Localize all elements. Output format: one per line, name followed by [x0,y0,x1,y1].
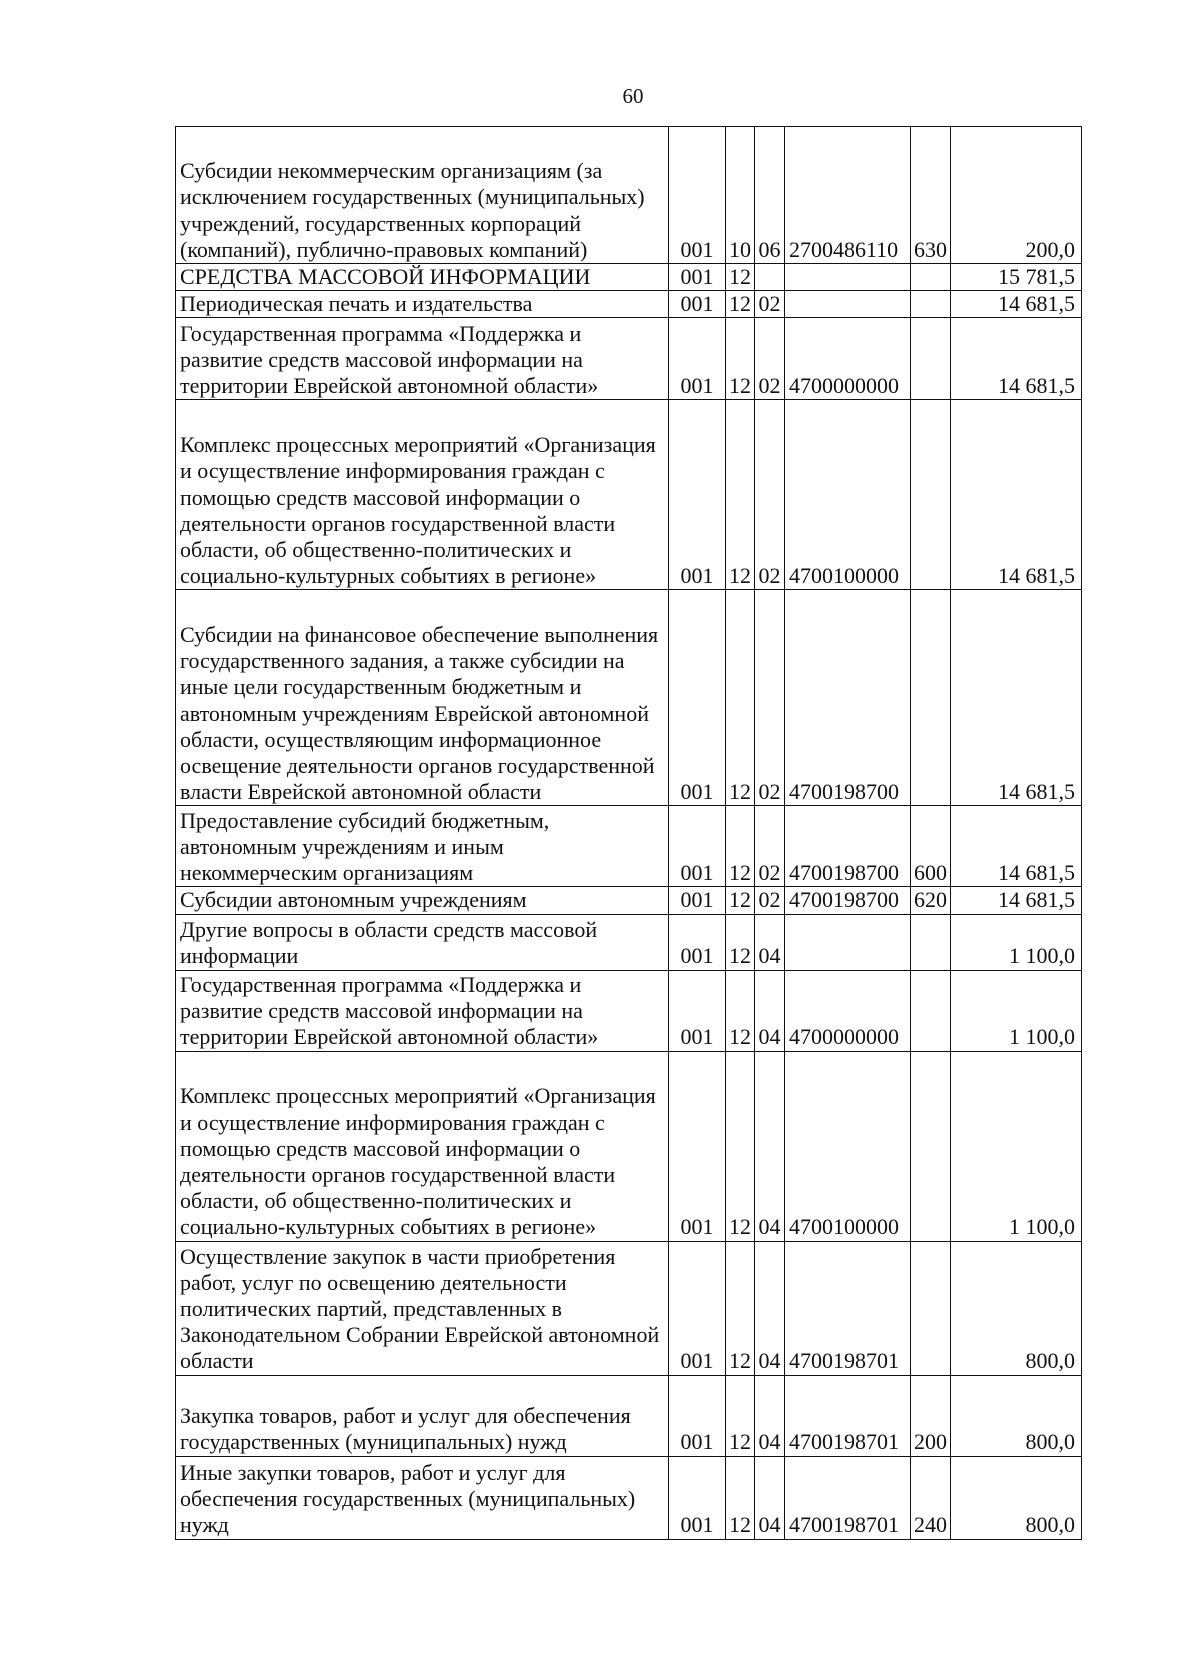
table-row [176,887,1082,914]
cell-target-article: 4700100000 [785,400,911,590]
cell-subsection: 04 [755,1241,785,1375]
cell-section: 12 [726,806,755,887]
cell-expense-type: 630 [911,127,951,264]
cell-subsection: 04 [755,1051,785,1241]
cell-amount: 14 681,5 [951,806,1082,887]
cell-section: 12 [726,887,755,914]
cell-expense-type: 600 [911,806,951,887]
cell-amount: 200,0 [951,127,1082,264]
cell-amount: 1 100,0 [951,914,1082,970]
cell-section: 12 [726,291,755,318]
table-row [176,914,1082,970]
cell-amount: 800,0 [951,1241,1082,1375]
cell-grbs: 001 [669,400,726,590]
cell-section: 12 [726,914,755,970]
cell-section: 12 [726,1051,755,1241]
cell-grbs: 001 [669,887,726,914]
cell-expense-type [911,1051,951,1241]
cell-amount: 14 681,5 [951,887,1082,914]
cell-target-article [785,914,911,970]
cell-expense-type [911,291,951,318]
cell-subsection: 04 [755,1456,785,1539]
cell-expense-type: 200 [911,1375,951,1456]
cell-target-article: 4700198701 [785,1456,911,1539]
row-name: Субсидии автономным учреждениям [176,887,669,914]
cell-target-article: 4700198701 [785,1241,911,1375]
cell-grbs: 001 [669,806,726,887]
row-name: Субсидии на финансовое обеспечение выполнения государственного задания, а также субсидии на иные цели государственным бюджетным и автономным учреждениям Еврейской автономной области, осуществляющим информационное освещение деятельности органов государственной власти Еврейской автономной области [176,590,669,806]
table-row [176,1375,1082,1456]
row-name: Периодическая печать и издательства [176,291,669,318]
cell-target-article: 4700198700 [785,887,911,914]
cell-amount: 14 681,5 [951,318,1082,400]
table-row [176,1456,1082,1539]
cell-grbs: 001 [669,264,726,291]
row-name: Предоставление субсидий бюджетным, автономным учреждениям и иным некоммерческим организациям [176,806,669,887]
cell-target-article: 4700198700 [785,590,911,806]
cell-section: 12 [726,590,755,806]
cell-expense-type: 620 [911,887,951,914]
row-name: Субсидии некоммерческим организациям (за исключением государственных (муниципальных) учреждений, государственных корпораций (компаний), публично-правовых компаний) [176,127,669,264]
cell-grbs: 001 [669,1375,726,1456]
cell-section: 12 [726,400,755,590]
cell-target-article: 4700000000 [785,318,911,400]
cell-expense-type [911,400,951,590]
cell-grbs: 001 [669,318,726,400]
cell-grbs: 001 [669,914,726,970]
table-row [176,590,1082,806]
cell-expense-type [911,1241,951,1375]
cell-grbs: 001 [669,970,726,1051]
table-row [176,318,1082,400]
cell-expense-type [911,264,951,291]
cell-subsection [755,264,785,291]
cell-target-article: 4700198700 [785,806,911,887]
cell-section: 12 [726,970,755,1051]
cell-grbs: 001 [669,291,726,318]
cell-section: 12 [726,1375,755,1456]
row-name: Государственная программа «Поддержка и развитие средств массовой информации на территории Еврейской автономной области» [176,970,669,1051]
cell-section: 12 [726,264,755,291]
cell-section: 10 [726,127,755,264]
table-row [176,127,1082,264]
cell-expense-type [911,914,951,970]
row-name: Закупка товаров, работ и услуг для обеспечения государственных (муниципальных) нужд [176,1375,669,1456]
row-name: Другие вопросы в области средств массовой информации [176,914,669,970]
cell-expense-type [911,970,951,1051]
cell-target-article: 4700198701 [785,1375,911,1456]
cell-target-article [785,264,911,291]
cell-expense-type [911,590,951,806]
cell-subsection: 02 [755,400,785,590]
cell-subsection: 02 [755,291,785,318]
cell-subsection: 02 [755,590,785,806]
cell-amount: 1 100,0 [951,1051,1082,1241]
cell-grbs: 001 [669,590,726,806]
cell-subsection: 02 [755,318,785,400]
cell-expense-type: 240 [911,1456,951,1539]
page-number: 60 [622,84,644,108]
cell-amount: 15 781,5 [951,264,1082,291]
cell-subsection: 02 [755,806,785,887]
cell-section: 12 [726,1456,755,1539]
table-row [176,264,1082,291]
cell-section: 12 [726,318,755,400]
cell-grbs: 001 [669,1241,726,1375]
cell-target-article: 2700486110 [785,127,911,264]
cell-amount: 800,0 [951,1375,1082,1456]
cell-amount: 1 100,0 [951,970,1082,1051]
table-row [176,291,1082,318]
table-row [176,806,1082,887]
cell-subsection: 04 [755,1375,785,1456]
cell-amount: 14 681,5 [951,590,1082,806]
table-row [176,1241,1082,1375]
cell-subsection: 02 [755,887,785,914]
cell-grbs: 001 [669,1051,726,1241]
cell-subsection: 04 [755,970,785,1051]
cell-grbs: 001 [669,1456,726,1539]
cell-amount: 14 681,5 [951,291,1082,318]
budget-table [175,126,1082,1540]
cell-target-article: 4700100000 [785,1051,911,1241]
cell-target-article [785,291,911,318]
row-name: Государственная программа «Поддержка и развитие средств массовой информации на территории Еврейской автономной области» [176,318,669,400]
table-row [176,400,1082,590]
row-name: Иные закупки товаров, работ и услуг для обеспечения государственных (муниципальных) нужд [176,1456,669,1539]
row-name: Комплекс процессных мероприятий «Организация и осуществление информирования граждан с помощью средств массовой информации о деятельности органов государственной власти области, об общественно-политических и социально-культурных событиях в регионе» [176,1051,669,1241]
table-row [176,970,1082,1051]
row-name: Осуществление закупок в части приобретения работ, услуг по освещению деятельности политических партий, представленных в Законодательном Собрании Еврейской автономной области [176,1241,669,1375]
table-row [176,1051,1082,1241]
cell-amount: 14 681,5 [951,400,1082,590]
cell-grbs: 001 [669,127,726,264]
cell-subsection: 04 [755,914,785,970]
cell-subsection: 06 [755,127,785,264]
cell-expense-type [911,318,951,400]
row-name: СРЕДСТВА МАССОВОЙ ИНФОРМАЦИИ [176,264,669,291]
cell-section: 12 [726,1241,755,1375]
cell-amount: 800,0 [951,1456,1082,1539]
row-name: Комплекс процессных мероприятий «Организация и осуществление информирования граждан с помощью средств массовой информации о деятельности органов государственной власти области, об общественно-политических и социально-культурных событиях в регионе» [176,400,669,590]
cell-target-article: 4700000000 [785,970,911,1051]
